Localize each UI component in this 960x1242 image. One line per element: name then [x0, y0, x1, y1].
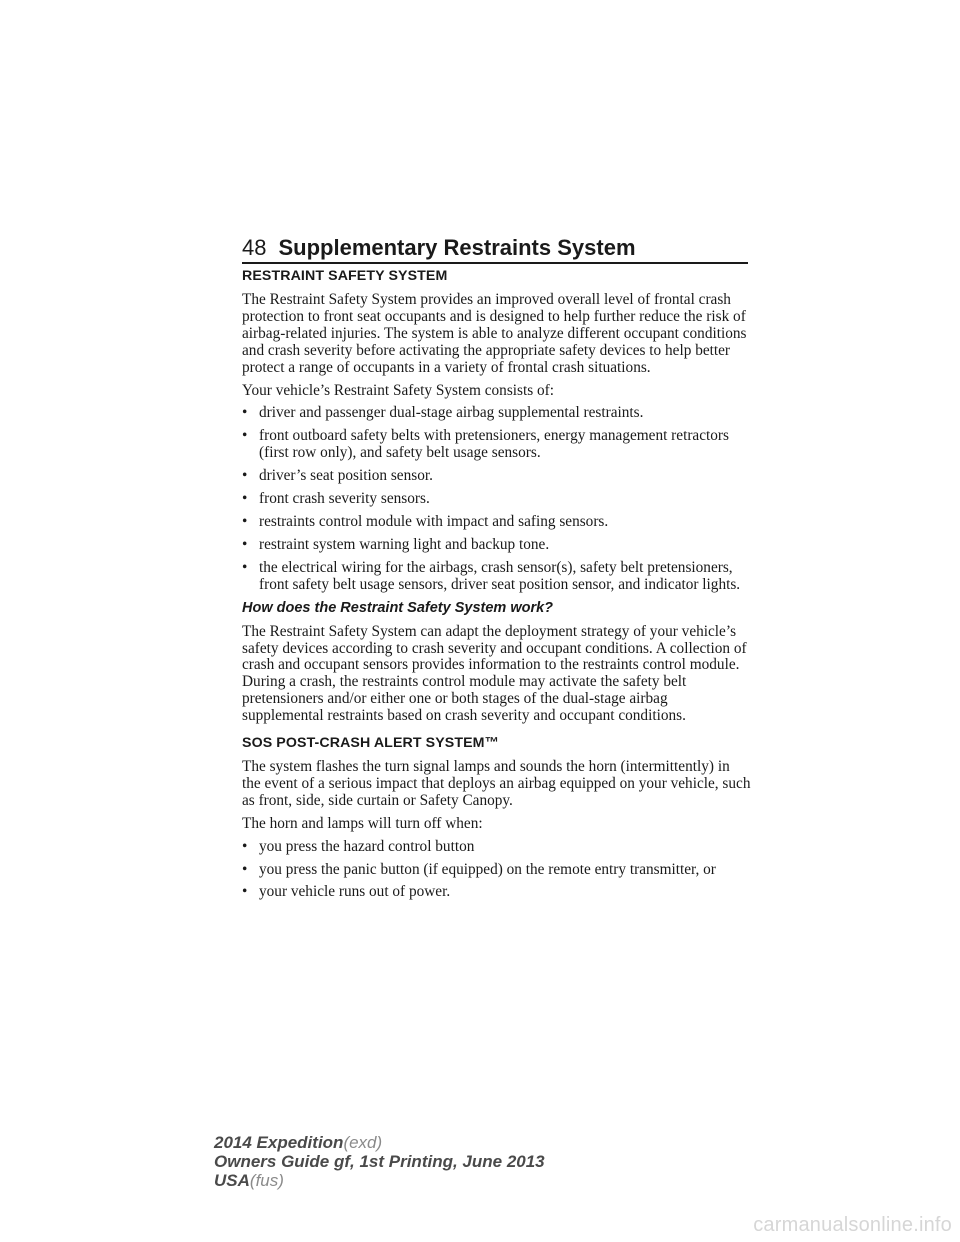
turn-off-text: The horn and lamps will turn off when: [242, 814, 483, 832]
system-components-list [242, 405, 752, 593]
list-item-text: front outboard safety belts with pretensioners, energy management retractors (first row only), and safety belt usage sensors. [259, 427, 729, 462]
restraint-safety-system-heading: RESTRAINT SAFETY SYSTEM [242, 268, 448, 284]
bullet-icon: • [242, 860, 248, 878]
bullet-icon: • [242, 427, 248, 445]
list-item-text: front crash severity sensors. [259, 490, 430, 508]
bullet-icon: • [242, 883, 248, 901]
bullet-icon: • [242, 512, 248, 530]
list-item-text: you press the panic button (if equipped) on the remote entry transmitter, or [259, 860, 716, 878]
list-item [242, 428, 752, 462]
list-item [242, 560, 752, 594]
page-header [242, 228, 748, 264]
bullet-icon: • [242, 467, 248, 485]
page-number: 48 [242, 235, 267, 260]
footer-market-code: (fus) [249, 1171, 284, 1190]
page-section-title: Supplementary Restraints System [278, 235, 636, 260]
list-item [242, 839, 752, 856]
list-item-text: restraints control module with impact and safing sensors. [259, 512, 609, 530]
list-item-text: your vehicle runs out of power. [259, 883, 451, 901]
sos-post-crash-heading: SOS POST-CRASH ALERT SYSTEM™ [242, 735, 499, 752]
list-item-text: driver’s seat position sensor. [259, 467, 433, 485]
list-item [242, 862, 752, 879]
bullet-icon: • [242, 404, 248, 422]
list-item [242, 405, 752, 422]
page-content [242, 266, 752, 907]
how-does-it-work-heading: How does the Restraint Safety System work? [242, 599, 554, 616]
turn-off-conditions-list [242, 839, 752, 902]
footer-model-code: (exd) [343, 1133, 383, 1152]
bullet-icon: • [242, 490, 248, 508]
list-item-text: restraint system warning light and backup tone. [259, 535, 550, 553]
list-item-text: you press the hazard control button [259, 837, 475, 855]
list-item-text: driver and passenger dual-stage airbag supplemental restraints. [259, 404, 644, 422]
list-item [242, 491, 752, 508]
footer-line-3 [214, 1171, 545, 1190]
bullet-icon: • [242, 837, 248, 855]
bullet-icon: • [242, 535, 248, 553]
footer-line-2: Owners Guide gf, 1st Printing, June 2013 [214, 1152, 545, 1171]
consists-of-text: Your vehicle’s Restraint Safety System consists of: [242, 381, 555, 399]
list-item-text: the electrical wiring for the airbags, crash sensor(s), safety belt pretensioners, front safety belt usage sensors, driver seat position sensor, and indicator lights. [259, 558, 741, 593]
restraint-safety-system-intro: The Restraint Safety System provides an improved overall level of frontal crash protection to front seat occupants and is designed to help further reduce the risk of airbag-related injuries. The system is able to analyze different occupant conditions and crash severity before activating the appropriate safety devices to help better protect a range of occupants in a variety of frontal crash situations. [242, 291, 747, 376]
list-item [242, 884, 752, 901]
footer-market: USA [214, 1171, 250, 1190]
sos-post-crash-body: The system flashes the turn signal lamps and sounds the horn (intermittently) in the event of a serious impact that deploys an airbag equipped on your vehicle, such as front, side, side curtain or Safety Canopy. [242, 758, 751, 809]
bullet-icon: • [242, 558, 248, 576]
watermark: carmanualsonline.info [753, 1214, 952, 1236]
footer-line-1 [214, 1133, 545, 1152]
how-does-it-work-body: The Restraint Safety System can adapt the deployment strategy of your vehicle’s safety devices according to crash severity and occupant conditions. A collection of crash and occupant sensors provides information to the restraints control module. During a crash, the restraints control module may activate the safety belt pretensioners and/or either one or both stages of the dual-stage airbag supplemental restraints based on crash severity and occupant conditions. [242, 622, 747, 725]
document-footer [214, 1133, 545, 1190]
list-item [242, 468, 752, 485]
footer-model: 2014 Expedition [214, 1133, 344, 1152]
list-item [242, 537, 752, 554]
list-item [242, 514, 752, 531]
